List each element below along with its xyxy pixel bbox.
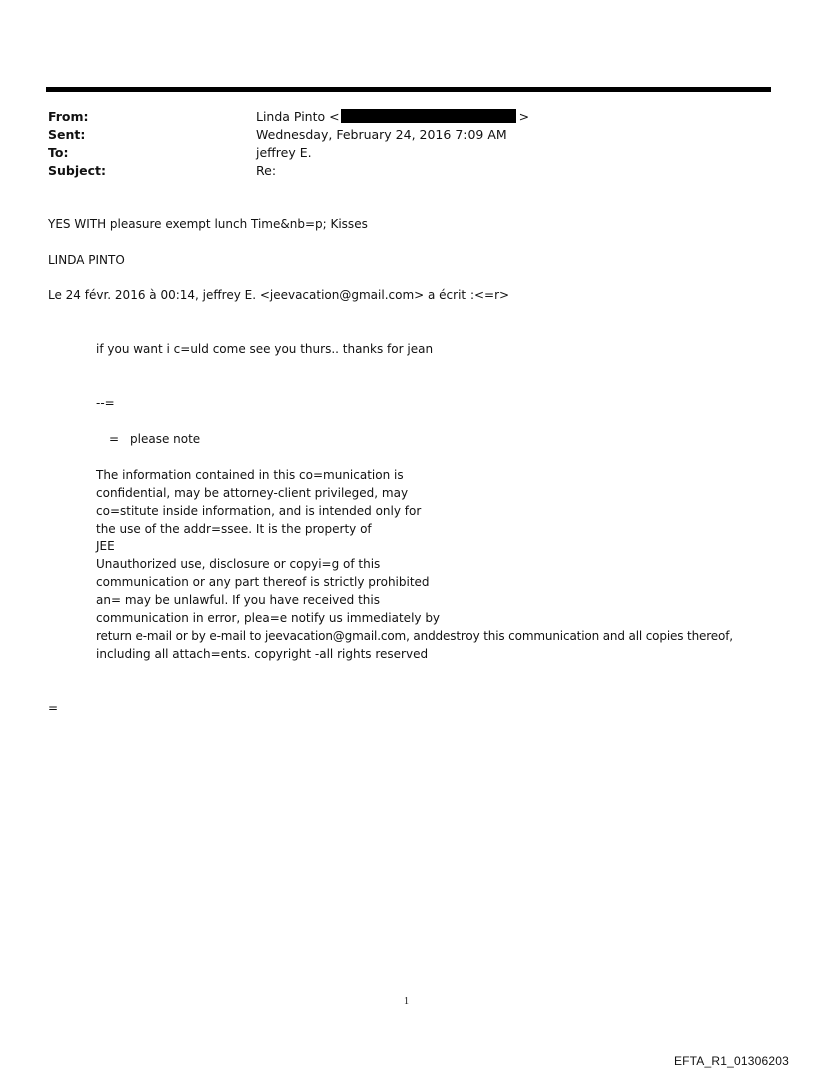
disclaimer-line: co=stitute inside information, and is intended only for — [96, 504, 422, 518]
to-value: jeffrey E. — [256, 145, 312, 160]
redaction-block — [341, 109, 516, 123]
from-name: Linda Pinto < — [256, 109, 340, 124]
subject-value: Re: — [256, 163, 277, 178]
disclaimer-line: an= may be unlawful. If you have received this — [96, 593, 380, 607]
header-rule — [46, 87, 771, 92]
disclaimer-line: JEE — [96, 539, 115, 553]
note-label: please note — [130, 432, 201, 446]
disclaimer-line: return e-mail or by e-mail to jeevacation@gmail.com, anddestroy this communication and all copies thereof, — [96, 629, 733, 643]
sent-value: Wednesday, February 24, 2016 7:09 AM — [256, 127, 507, 142]
from-label: From: — [48, 109, 89, 124]
quote-intro: Le 24 févr. 2016 à 00:14, jeffrey E. <jeevacation@gmail.com> a écrit :<=r> — [48, 288, 510, 302]
signature: LINDA PINTO — [48, 253, 125, 267]
quoted-message: if you want i c=uld come see you thurs.. thanks for jean — [96, 342, 434, 356]
note-eq: = — [109, 432, 120, 446]
disclaimer-line: including all attach=ents. copyright -all rights reserved — [96, 647, 429, 661]
from-close: > — [518, 109, 530, 124]
disclaimer-line: confidential, may be attorney-client privileged, may — [96, 486, 409, 500]
to-label: To: — [48, 145, 69, 160]
page-number: 1 — [404, 996, 409, 1007]
document-id: EFTA_R1_01306203 — [673, 1054, 789, 1068]
from-value — [256, 108, 529, 125]
trailing-eq: = — [48, 701, 59, 715]
disclaimer-line: Unauthorized use, disclosure or copyi=g of this — [96, 557, 381, 571]
disclaimer-line: communication or any part thereof is strictly prohibited — [96, 575, 430, 589]
sent-label: Sent: — [48, 127, 86, 142]
disclaimer-line: The information contained in this co=munication is — [96, 468, 404, 482]
reply-line: YES WITH pleasure exempt lunch Time&nb=p; Kisses — [48, 217, 368, 231]
disclaimer-line: the use of the addr=ssee. It is the property of — [96, 522, 372, 536]
separator: --= — [96, 396, 115, 410]
disclaimer-line: communication in error, plea=e notify us immediately by — [96, 611, 441, 625]
subject-label: Subject: — [48, 163, 106, 178]
